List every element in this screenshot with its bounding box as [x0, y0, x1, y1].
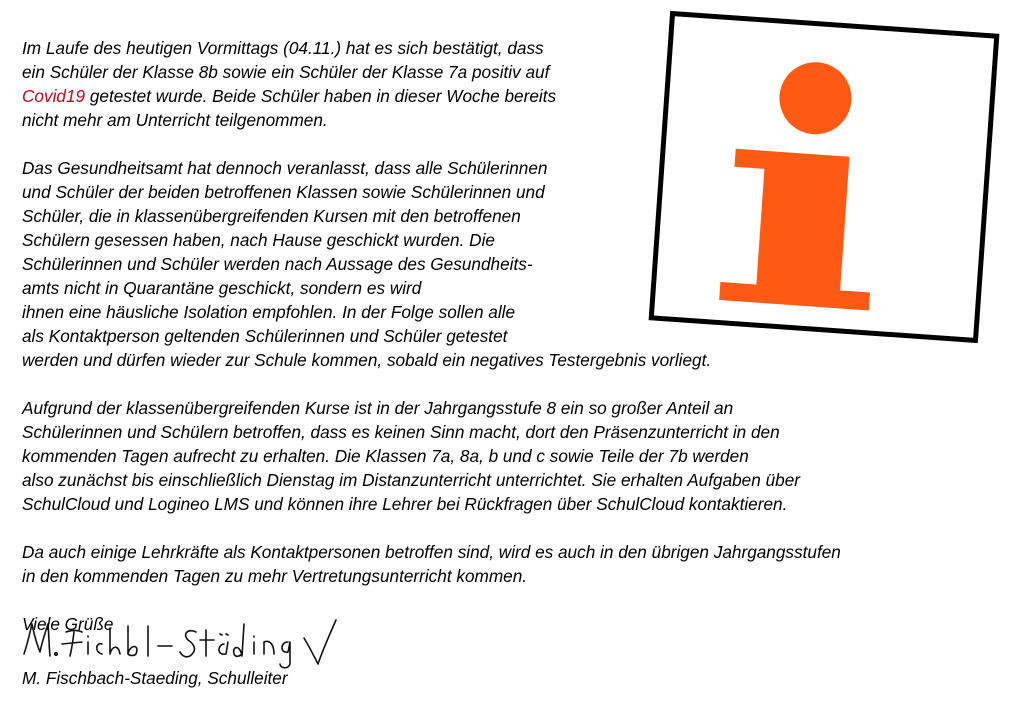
- text-line: Schüler, die in klassenübergreifenden Kursen mit den betroffenen: [22, 206, 521, 226]
- text-line: Schülerinnen und Schülern betroffen, dass es keinen Sinn macht, dort den Präsenzunterricht in den: [22, 422, 780, 442]
- text-line: werden und dürfen wieder zur Schule kommen, sobald ein negatives Testergebnis vorliegt.: [22, 350, 712, 370]
- text-line: amts nicht in Quarantäne geschickt, sondern es wird: [22, 278, 422, 298]
- text-line: Schülerinnen und Schüler werden nach Aussage des Gesundheits-: [22, 254, 533, 274]
- text-line: kommenden Tagen aufrecht zu erhalten. Die Klassen 7a, 8a, b und c sowie Teile der 7b werden: [22, 446, 749, 466]
- signer-name: M. Fischbach-Staeding, Schulleiter: [22, 668, 288, 688]
- text-line: also zunächst bis einschließlich Dienstag im Distanzunterricht unterrichtet. Sie erhalten Aufgaben über: [22, 470, 800, 490]
- text-line: als Kontaktperson geltenden Schülerinnen und Schüler getestet: [22, 326, 508, 346]
- covid-highlight: Covid19: [22, 86, 86, 106]
- handwritten-signature: [18, 612, 338, 672]
- text-line: [22, 85, 556, 107]
- text-fragment: getestet wurde. Beide Schüler haben in dieser Woche bereits: [89, 86, 557, 106]
- text-line: Aufgrund der klassenübergreifenden Kurse ist in der Jahrgangsstufe 8 ein so großer Anteil an: [22, 398, 734, 418]
- text-line: Schülern gesessen haben, nach Hause geschickt wurden. Die: [22, 230, 495, 250]
- text-line: nicht mehr am Unterricht teilgenommen.: [22, 110, 328, 130]
- text-line: SchulCloud und Logineo LMS und können ihre Lehrer bei Rückfragen über SchulCloud kontaktieren.: [22, 494, 788, 514]
- text-line: ihnen eine häusliche Isolation empfohlen. In der Folge sollen alle: [22, 302, 516, 322]
- text-line: in den kommenden Tagen zu mehr Vertretungsunterricht kommen.: [22, 566, 528, 586]
- info-icon: [654, 16, 994, 338]
- info-box: [649, 11, 1000, 343]
- text-line: Da auch einige Lehrkräfte als Kontaktpersonen betroffen sind, wird es auch in den übrigen Jahrgangsstufen: [22, 542, 841, 562]
- text-line: ein Schüler der Klasse 8b sowie ein Schüler der Klasse 7a positiv auf: [22, 62, 550, 82]
- text-line: Das Gesundheitsamt hat dennoch veranlasst, dass alle Schülerinnen: [22, 158, 548, 178]
- closing-greeting: Viele Grüße: [22, 614, 114, 634]
- text-line: und Schüler der beiden betroffenen Klassen sowie Schülerinnen und: [22, 182, 545, 202]
- text-line: Im Laufe des heutigen Vormittags (04.11.) hat es sich bestätigt, dass: [22, 38, 544, 58]
